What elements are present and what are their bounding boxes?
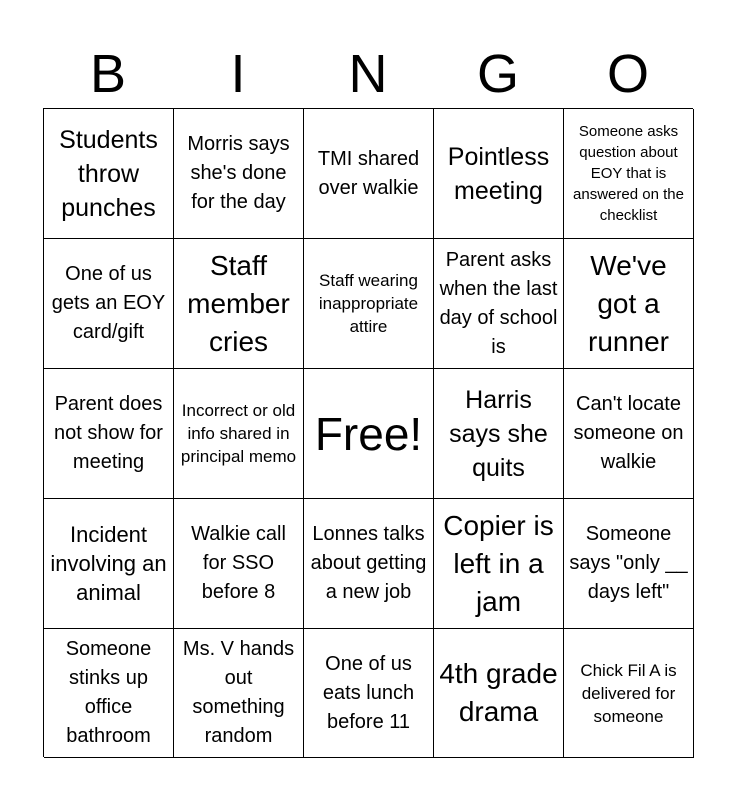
bingo-cell[interactable]: [174, 109, 304, 239]
bingo-cell[interactable]: [434, 109, 564, 239]
bingo-cell[interactable]: [434, 499, 564, 629]
free-space-text: Free!: [314, 407, 423, 460]
bingo-cell[interactable]: [174, 629, 304, 758]
header-letter-b: B: [89, 44, 127, 104]
bingo-cell[interactable]: [44, 499, 174, 629]
bingo-cell[interactable]: [44, 629, 174, 758]
bingo-cell[interactable]: [44, 109, 174, 239]
cell-text: Someone says "only __ days left": [569, 523, 688, 603]
cell-text: Walkie call for SSO before 8: [191, 523, 286, 603]
cell-text: Students throw punches: [59, 125, 158, 222]
cell-text: Someone asks question about EOY that is answered on the checklist: [573, 123, 684, 224]
bingo-header: [43, 42, 693, 106]
cell-text: Pointless meeting: [447, 142, 550, 205]
bingo-cell[interactable]: [174, 239, 304, 369]
bingo-cell[interactable]: [304, 499, 434, 629]
cell-text: Staff member cries: [187, 249, 290, 357]
bingo-cell[interactable]: [564, 239, 694, 369]
bingo-cell[interactable]: [564, 499, 694, 629]
header-letter-g: G: [476, 44, 519, 104]
cell-text: Chick Fil A is delivered for someone: [580, 660, 677, 726]
cell-text: Can't locate someone on walkie: [573, 393, 684, 473]
bingo-cell[interactable]: [304, 629, 434, 758]
cell-text: One of us eats lunch before 11: [322, 652, 415, 733]
cell-text: One of us gets an EOY card/gift: [51, 263, 166, 343]
header-letter-n: N: [348, 44, 388, 104]
bingo-cell[interactable]: [564, 109, 694, 239]
header-letter-i: I: [230, 44, 246, 104]
cell-text: Staff wearing inappropriate attire: [318, 271, 419, 336]
cell-text: Ms. V hands out something random: [182, 638, 295, 747]
cell-text: Morris says she's done for the day: [187, 133, 290, 213]
header-letter-o: O: [606, 44, 649, 104]
bingo-cell[interactable]: [174, 499, 304, 629]
bingo-cell-free[interactable]: [304, 369, 434, 499]
cell-text: Parent asks when the last day of school is: [439, 248, 558, 358]
bingo-cell[interactable]: [304, 239, 434, 369]
bingo-grid: [43, 108, 693, 757]
bingo-cell[interactable]: [174, 369, 304, 499]
bingo-cell[interactable]: [304, 109, 434, 239]
bingo-cell[interactable]: [44, 369, 174, 499]
cell-text: Harris says she quits: [449, 385, 548, 482]
cell-text: Incident involving an animal: [50, 522, 167, 605]
bingo-cell[interactable]: [434, 369, 564, 499]
cell-text: Lonnes talks about getting a new job: [310, 523, 427, 603]
cell-text: Incorrect or old info shared in principal memo: [180, 401, 297, 466]
cell-text: Someone stinks up office bathroom: [65, 638, 152, 747]
cell-text: 4th grade drama: [439, 658, 558, 727]
cell-text: TMI shared over walkie: [317, 147, 420, 199]
cell-text: Parent does not show for meeting: [54, 393, 163, 473]
bingo-cell[interactable]: [434, 629, 564, 758]
bingo-cell[interactable]: [564, 629, 694, 758]
cell-text: We've got a runner: [588, 249, 669, 357]
cell-text: Copier is left in a jam: [443, 509, 554, 617]
bingo-cell[interactable]: [44, 239, 174, 369]
bingo-cell[interactable]: [564, 369, 694, 499]
bingo-cell[interactable]: [434, 239, 564, 369]
